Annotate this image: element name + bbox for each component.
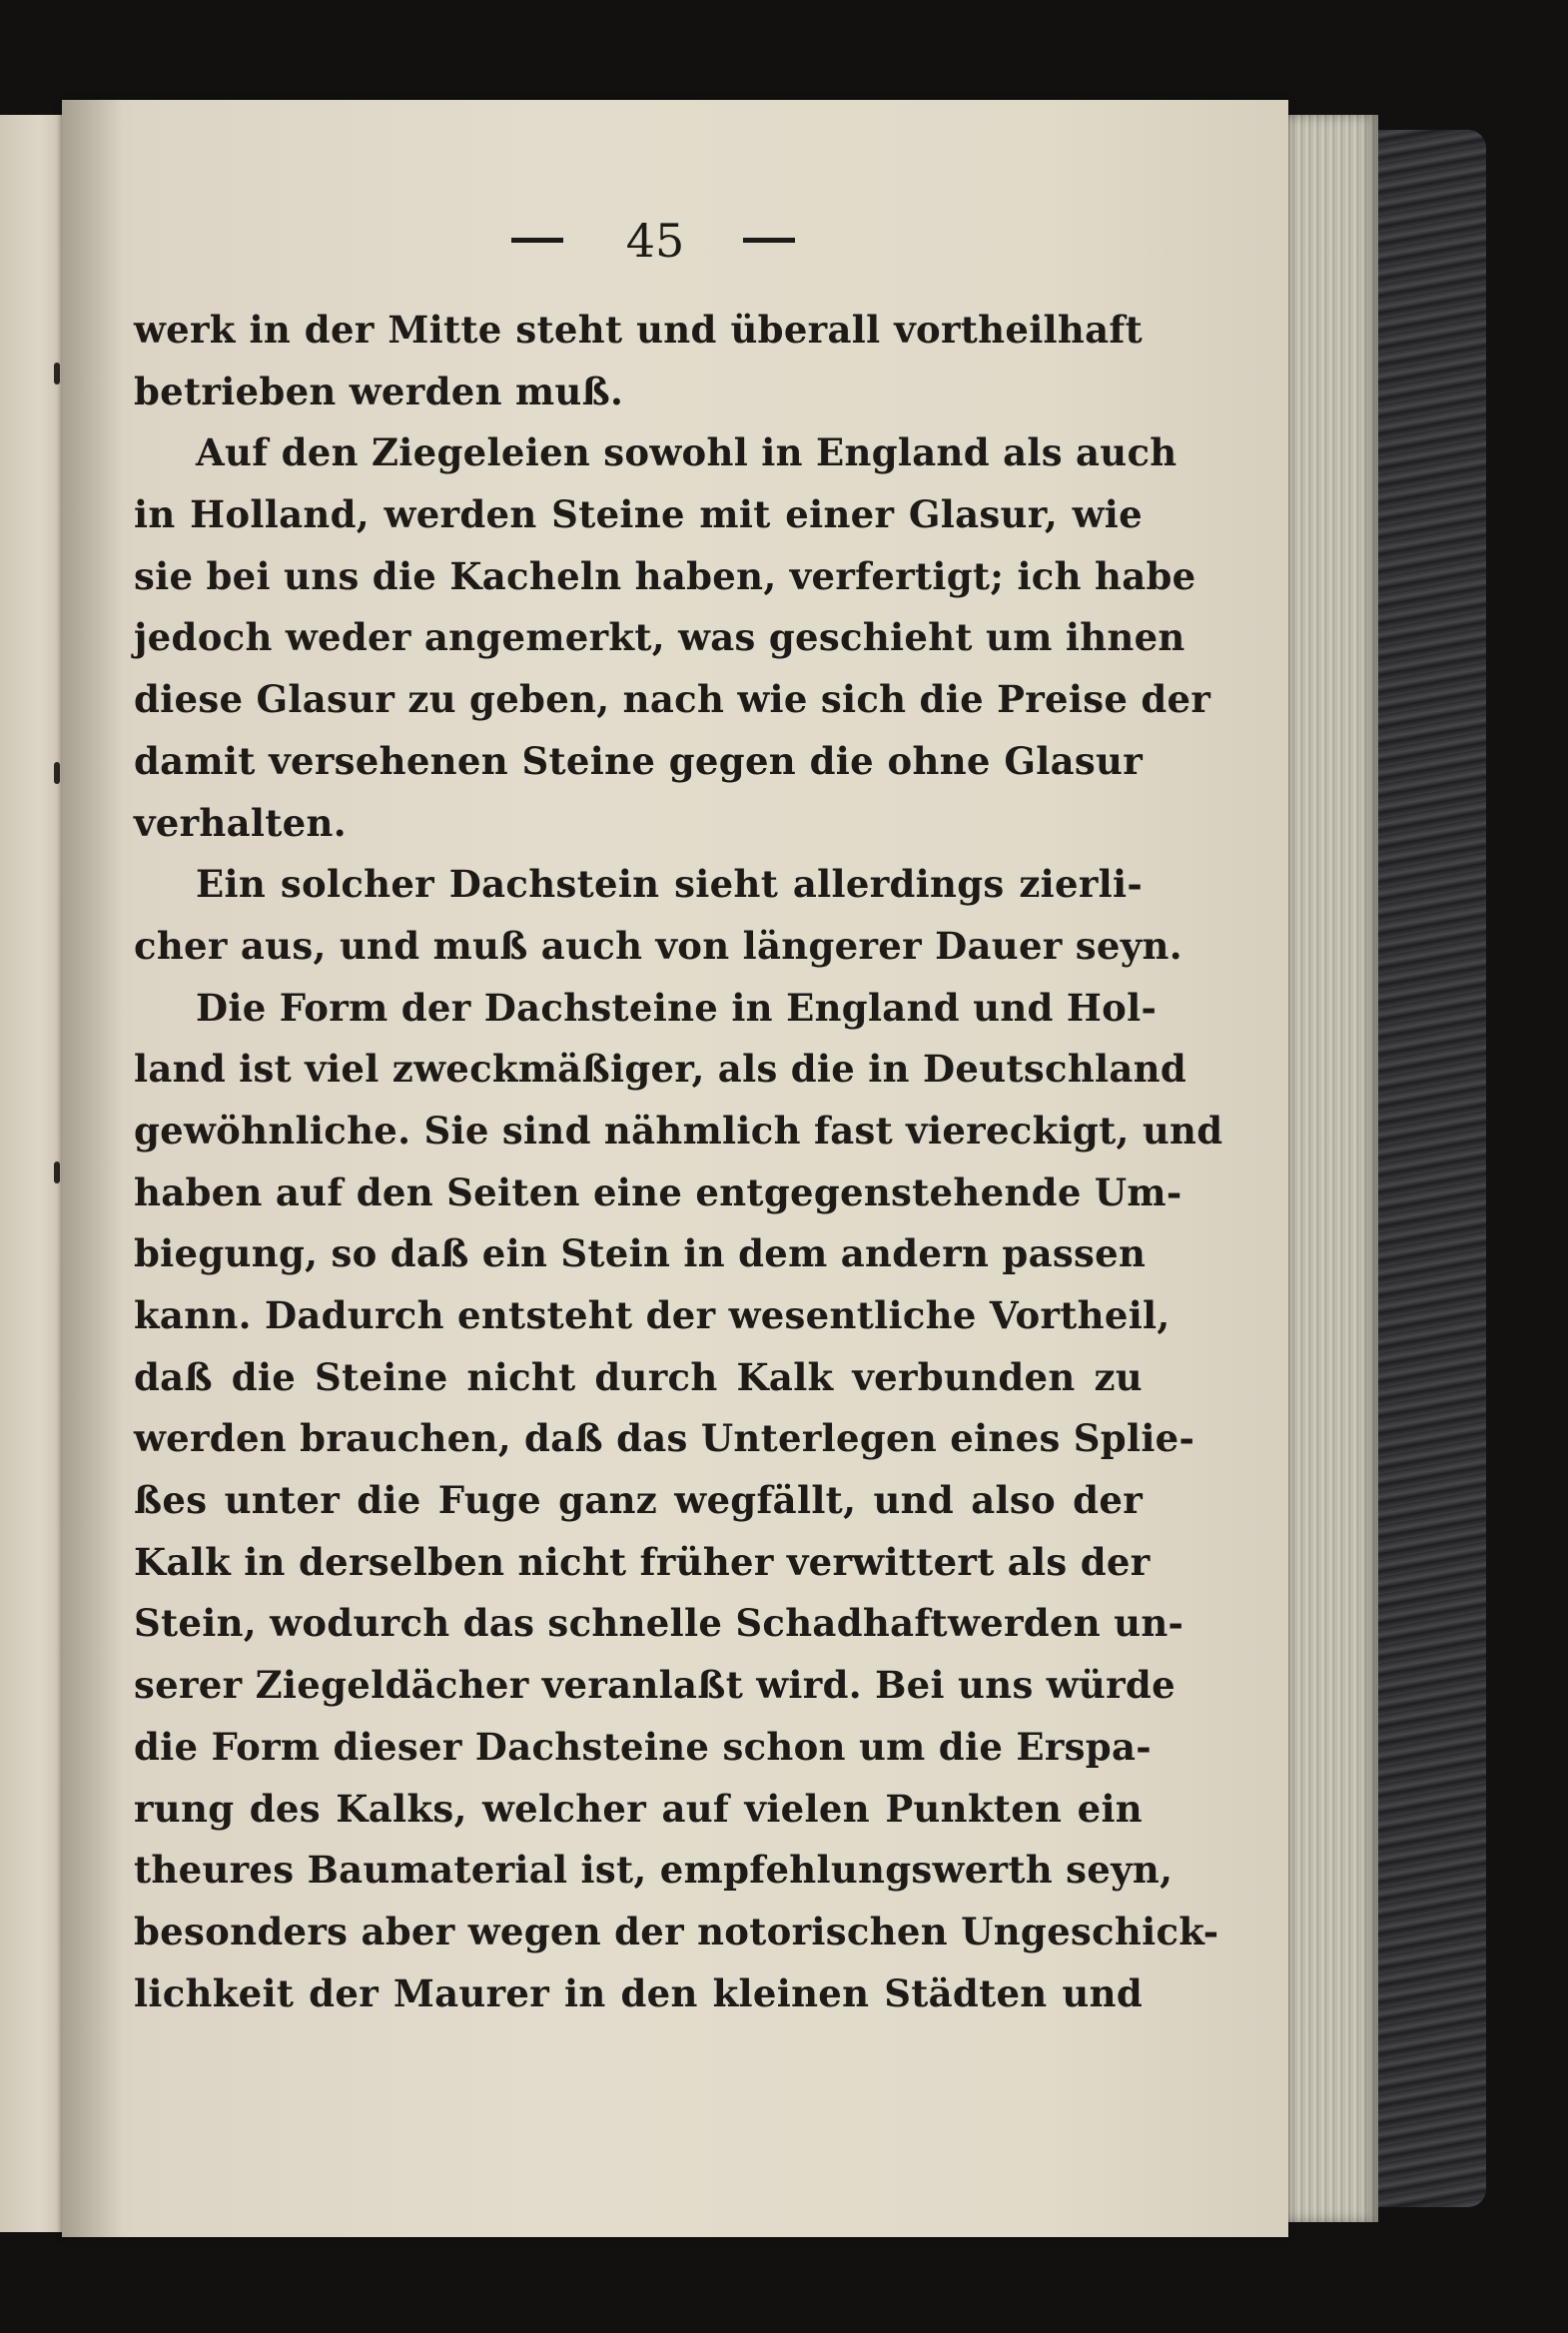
text-line: lichkeit der Maurer in den kleinen Städten und <box>134 1970 1143 2015</box>
text-line: Auf den Ziegeleien sowohl in England als auch <box>196 430 1177 475</box>
text-line: die Form dieser Dachsteine schon um die Erspa- <box>134 1724 1152 1769</box>
text-line: ßes unter die Fuge ganz wegfällt, und also der <box>134 1478 1143 1523</box>
bleed-mark <box>54 762 60 784</box>
page-header <box>134 210 1143 272</box>
bleed-mark <box>54 363 60 385</box>
text-line: serer Ziegeldächer veranlaßt wird. Bei uns würde <box>134 1663 1176 1708</box>
text-line: Ein solcher Dachstein sieht allerdings zierli- <box>196 862 1143 907</box>
text-line: verhalten. <box>134 800 347 845</box>
text-line: Die Form der Dachsteine in England und Hol- <box>196 985 1158 1030</box>
text-line: gewöhnliche. Sie sind nähmlich fast viereckigt, und <box>134 1108 1223 1153</box>
book-cover <box>1376 130 1486 2207</box>
text-line: rung des Kalks, welcher auf vielen Punkten ein <box>134 1786 1143 1831</box>
text-line: betrieben werden muß. <box>134 369 624 413</box>
text-line: haben auf den Seiten eine entgegenstehende Um- <box>134 1169 1182 1214</box>
header-rule-right <box>743 238 795 243</box>
page-gutter-shadow <box>62 100 122 2237</box>
previous-page-edge <box>0 115 66 2232</box>
text-line: werk in der Mitte steht und überall vortheilhaft <box>134 308 1143 352</box>
text-line: diese Glasur zu geben, nach wie sich die Preise der <box>134 677 1211 722</box>
text-line: kann. Dadurch entsteht der wesentliche Vortheil, <box>134 1293 1171 1337</box>
page-number: 45 <box>625 214 685 268</box>
page-block-edge <box>1288 115 1378 2222</box>
bleed-mark <box>54 1162 60 1183</box>
text-line: Stein, wodurch das schnelle Schadhaftwerden un- <box>134 1601 1184 1646</box>
text-line: cher aus, und muß auch von längerer Dauer seyn. <box>134 923 1182 968</box>
header-rule-left <box>511 238 563 243</box>
body-text <box>134 300 1223 2024</box>
text-line: land ist viel zweckmäßiger, als die in Deutschland <box>134 1047 1187 1092</box>
text-line: in Holland, werden Steine mit einer Glasur, wie <box>134 492 1143 537</box>
text-line: jedoch weder angemerkt, was geschieht um ihnen <box>134 615 1185 660</box>
text-line: werden brauchen, daß das Unterlegen eines Splie- <box>134 1416 1195 1461</box>
text-line: daß die Steine nicht durch Kalk verbunden zu <box>134 1354 1143 1399</box>
text-line: Kalk in derselben nicht früher verwittert als der <box>134 1539 1151 1584</box>
text-line: theures Baumaterial ist, empfehlungswerth seyn, <box>134 1848 1174 1893</box>
text-line: besonders aber wegen der notorischen Ungeschick- <box>134 1909 1219 1953</box>
text-line: sie bei uns die Kacheln haben, verfertigt; ich habe <box>134 553 1196 598</box>
text-line: biegung, so daß ein Stein in dem andern passen <box>134 1231 1147 1276</box>
text-line: damit versehenen Steine gegen die ohne Glasur <box>134 738 1143 783</box>
